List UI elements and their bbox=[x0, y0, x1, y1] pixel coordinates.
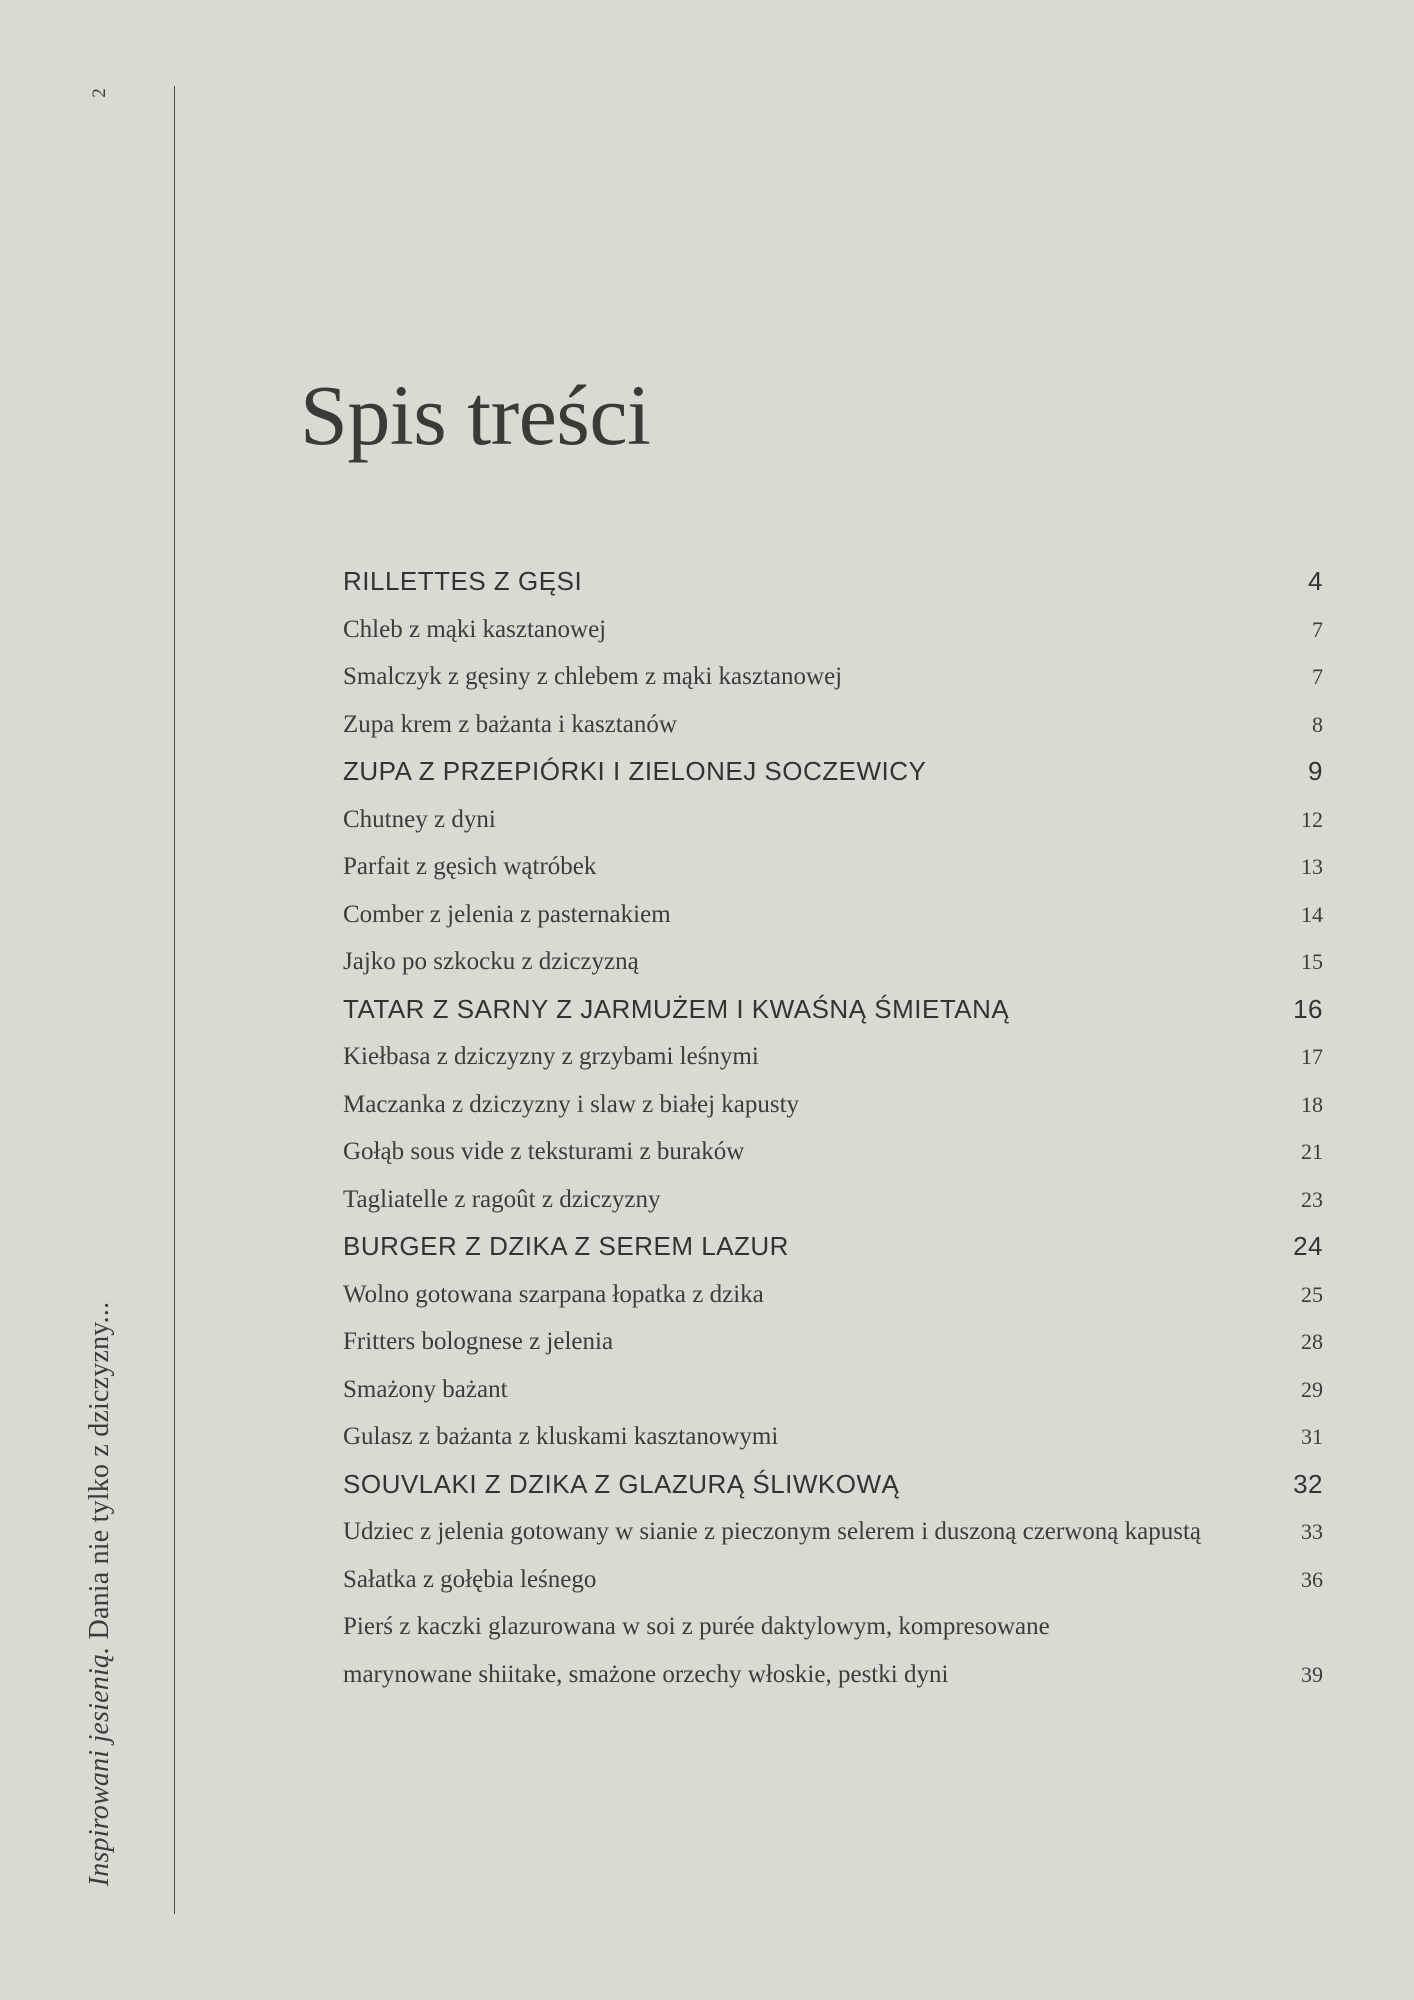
toc-entry-page: 15 bbox=[1301, 949, 1323, 974]
toc-section-row[interactable] bbox=[343, 986, 1323, 1034]
side-caption bbox=[84, 1302, 116, 1887]
toc-entry-page: 14 bbox=[1301, 901, 1323, 927]
page-number: 2 bbox=[89, 88, 110, 98]
toc-entry-page: 7 bbox=[1312, 616, 1323, 642]
toc-entry-title: Fritters bolognese z jelenia bbox=[343, 1328, 614, 1355]
toc-section-row[interactable] bbox=[343, 748, 1323, 796]
toc-entry-title: Zupa krem z bażanta i kasztanów bbox=[343, 710, 677, 738]
toc-item-row[interactable] bbox=[343, 1081, 1323, 1129]
toc-entry-page: 33 bbox=[1301, 1519, 1323, 1544]
toc-section-row[interactable] bbox=[343, 1461, 1323, 1509]
toc-entry-page: 39 bbox=[1301, 1661, 1323, 1687]
toc-item-row[interactable] bbox=[343, 1176, 1323, 1224]
toc-entry-title-block bbox=[343, 1603, 1050, 1698]
toc-section-row[interactable] bbox=[343, 558, 1323, 606]
toc-entry-title-line-1: Pierś z kaczki glazurowana w soi z purée daktylowym, kompresowane bbox=[343, 1613, 1050, 1640]
toc-entry-page: 24 bbox=[1293, 1231, 1323, 1261]
toc-entry-page: 32 bbox=[1293, 1468, 1323, 1499]
toc-entry-title: Sałatka z gołębia leśnego bbox=[343, 1565, 597, 1593]
table-of-contents bbox=[343, 558, 1323, 1698]
page-title: Spis treści bbox=[300, 367, 651, 463]
toc-entry-page: 4 bbox=[1308, 566, 1323, 596]
toc-item-row[interactable] bbox=[343, 653, 1323, 701]
toc-item-row[interactable] bbox=[343, 1128, 1323, 1176]
toc-item-row[interactable] bbox=[343, 701, 1323, 749]
toc-item-row[interactable] bbox=[343, 1413, 1323, 1461]
toc-entry-title: RILLETTES Z GĘSI bbox=[343, 566, 583, 596]
toc-entry-page: 18 bbox=[1301, 1091, 1323, 1117]
toc-entry-title: Chutney z dyni bbox=[343, 805, 496, 833]
toc-entry-title: Chleb z mąki kasztanowej bbox=[343, 615, 607, 643]
toc-entry-title: TATAR Z SARNY Z JARMUŻEM I KWAŚNĄ ŚMIETANĄ bbox=[343, 993, 1010, 1024]
toc-entry-page: 7 bbox=[1312, 664, 1323, 689]
toc-entry-page: 23 bbox=[1301, 1186, 1323, 1212]
toc-entry-page: 29 bbox=[1301, 1376, 1323, 1402]
toc-item-row[interactable] bbox=[343, 606, 1323, 654]
toc-item-row[interactable] bbox=[343, 1271, 1323, 1319]
toc-entry-page: 21 bbox=[1301, 1139, 1323, 1164]
side-caption-italic: Inspirowani jesienią. bbox=[84, 1646, 115, 1887]
toc-entry-page: 13 bbox=[1301, 854, 1323, 879]
toc-entry-title: Maczanka z dziczyzny i slaw z białej kapusty bbox=[343, 1090, 800, 1118]
toc-item-row[interactable] bbox=[343, 796, 1323, 844]
toc-entry-page: 17 bbox=[1301, 1044, 1323, 1069]
side-caption-regular: Dania nie tylko z dziczyzny... bbox=[84, 1301, 115, 1647]
toc-item-row[interactable] bbox=[343, 1508, 1323, 1556]
toc-entry-page: 25 bbox=[1301, 1281, 1323, 1307]
toc-entry-page: 8 bbox=[1312, 711, 1323, 737]
toc-entry-title: Smalczyk z gęsiny z chlebem z mąki kasztanowej bbox=[343, 663, 843, 690]
toc-item-row[interactable] bbox=[343, 938, 1323, 986]
toc-entry-title: Tagliatelle z ragoût z dziczyzny bbox=[343, 1185, 661, 1213]
toc-entry-title: Udziec z jelenia gotowany w sianie z pieczonym selerem i duszoną czerwoną kapustą bbox=[343, 1518, 1201, 1545]
toc-entry-page: 9 bbox=[1308, 756, 1323, 786]
toc-entry-title-line-2: marynowane shiitake, smażone orzechy włoskie, pestki dyni bbox=[343, 1660, 949, 1688]
toc-entry-page: 31 bbox=[1301, 1424, 1323, 1449]
toc-entry-title: BURGER Z DZIKA Z SEREM LAZUR bbox=[343, 1231, 789, 1261]
toc-item-row[interactable] bbox=[343, 843, 1323, 891]
toc-entry-page: 12 bbox=[1301, 806, 1323, 832]
toc-entry-title: ZUPA Z PRZEPIÓRKI I ZIELONEJ SOCZEWICY bbox=[343, 756, 927, 786]
toc-item-row[interactable] bbox=[343, 1033, 1323, 1081]
toc-entry-page: 28 bbox=[1301, 1329, 1323, 1354]
toc-entry-title: Wolno gotowana szarpana łopatka z dzika bbox=[343, 1280, 764, 1308]
toc-item-row[interactable] bbox=[343, 1366, 1323, 1414]
vertical-rule bbox=[174, 86, 175, 1914]
toc-item-row[interactable] bbox=[343, 1318, 1323, 1366]
toc-entry-title: Gulasz z bażanta z kluskami kasztanowymi bbox=[343, 1423, 779, 1450]
toc-section-row[interactable] bbox=[343, 1223, 1323, 1271]
toc-item-row[interactable] bbox=[343, 1603, 1323, 1698]
toc-entry-title: Parfait z gęsich wątróbek bbox=[343, 853, 597, 880]
toc-entry-title: Jajko po szkocku z dziczyzną bbox=[343, 948, 639, 975]
toc-entry-title: Comber z jelenia z pasternakiem bbox=[343, 900, 671, 928]
toc-item-row[interactable] bbox=[343, 891, 1323, 939]
toc-entry-title: SOUVLAKI Z DZIKA Z GLAZURĄ ŚLIWKOWĄ bbox=[343, 1468, 900, 1499]
toc-entry-title: Smażony bażant bbox=[343, 1375, 508, 1403]
toc-entry-page: 16 bbox=[1293, 993, 1323, 1024]
toc-entry-title: Kiełbasa z dziczyzny z grzybami leśnymi bbox=[343, 1043, 759, 1070]
toc-entry-title: Gołąb sous vide z teksturami z buraków bbox=[343, 1138, 745, 1165]
toc-entry-page: 36 bbox=[1301, 1566, 1323, 1592]
toc-item-row[interactable] bbox=[343, 1556, 1323, 1604]
